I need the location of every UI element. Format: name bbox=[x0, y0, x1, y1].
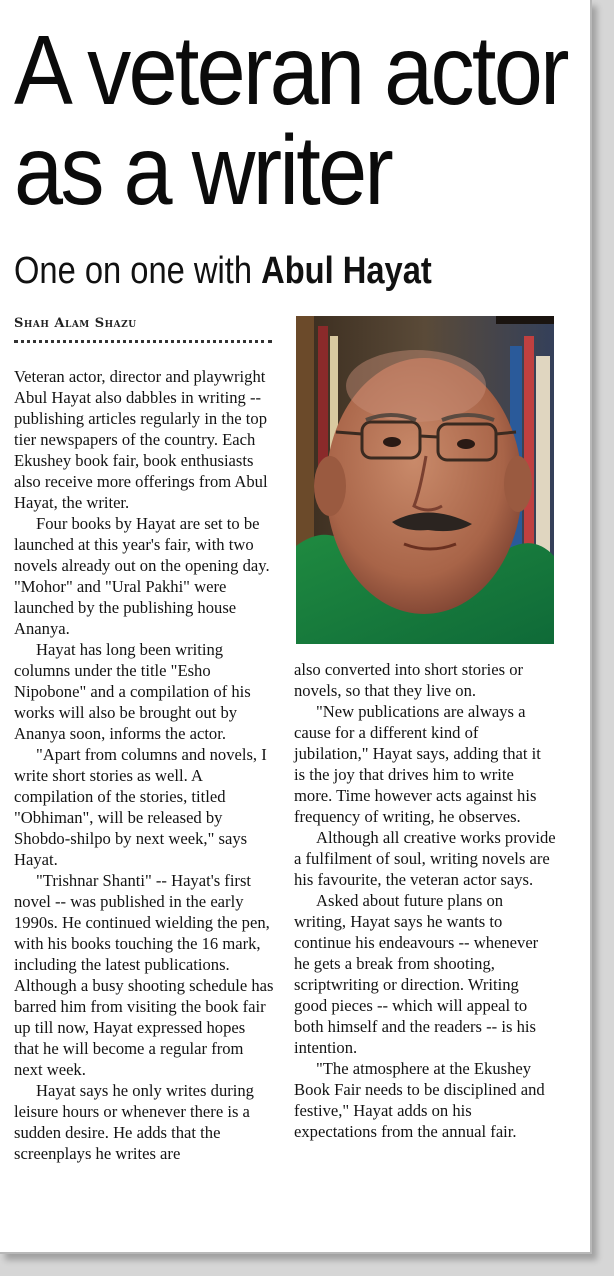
byline-divider bbox=[14, 340, 272, 343]
paragraph: "The atmosphere at the Ekushey Book Fair needs to be disciplined and festive," Hayat adds on his expectations from the annual fair. bbox=[294, 1059, 545, 1141]
byline: Shah Alam Shazu bbox=[14, 316, 137, 331]
paragraph: Although all creative works provide a fulfilment of soul, writing novels are his favourite, the veteran actor says. bbox=[294, 828, 556, 889]
headline-line-1: A veteran actor bbox=[14, 15, 567, 125]
subhead-prefix: One on one with bbox=[14, 250, 253, 292]
paragraph: Four books by Hayat are set to be launched at this year's fair, with two novels already out on the opening day. "Mohor" and "Ural Pakhi" were launched by the publishing house Ananya. bbox=[14, 514, 270, 638]
paragraph: Hayat has long been writing columns under the title "Esho Nipobone" and a compilation of his works will also be brought out by Ananya soon, informs the actor. bbox=[14, 640, 251, 743]
paragraph: Veteran actor, director and playwright Abul Hayat also dabbles in writing -- publishing articles regularly in the top tier newspapers of the country. Each Ekushey book fair, book enthusiasts also receive more offerings from Abul Hayat, the writer. bbox=[14, 367, 268, 512]
headline-line-2: as a writer bbox=[14, 115, 392, 225]
article-column-2 bbox=[294, 659, 556, 1142]
headline bbox=[14, 15, 567, 225]
paragraph: Asked about future plans on writing, Hayat says he wants to continue his endeavours -- whenever he gets a break from shooting, scriptwriting or direction. Writing good pieces -- which will appeal to both himself and the readers -- is his intention. bbox=[294, 891, 539, 1057]
paragraph: also converted into short stories or novels, so that they live on. bbox=[294, 660, 524, 700]
paragraph: Hayat says he only writes during leisure hours or whenever there is a sudden desire. He adds that the screenplays he writes are bbox=[14, 1081, 254, 1163]
paragraph: "Trishnar Shanti" -- Hayat's first novel -- was published in the early 1990s. He continued wielding the pen, with his books touching the 16 mark, including the latest publications. Although a busy shooting schedule has barred him from visiting the book fair up till now, Hayat expressed hopes that he will become a regular from next week. bbox=[14, 871, 274, 1079]
portrait-illustration bbox=[296, 316, 554, 644]
subhead-name: Abul Hayat bbox=[261, 250, 432, 292]
subheadline bbox=[14, 248, 432, 294]
paragraph: "Apart from columns and novels, I write short stories as well. A compilation of the stories, titled "Obhiman", will be released by Shobdo-shilpo by next week," says Hayat. bbox=[14, 745, 267, 869]
paragraph: "New publications are always a cause for a different kind of jubilation," Hayat says, adding that it is the joy that drives him to write more. Time however acts against his frequency of writing, he observes. bbox=[294, 702, 541, 826]
portrait-photo-icon bbox=[296, 316, 554, 644]
article-column-1 bbox=[14, 366, 274, 1164]
